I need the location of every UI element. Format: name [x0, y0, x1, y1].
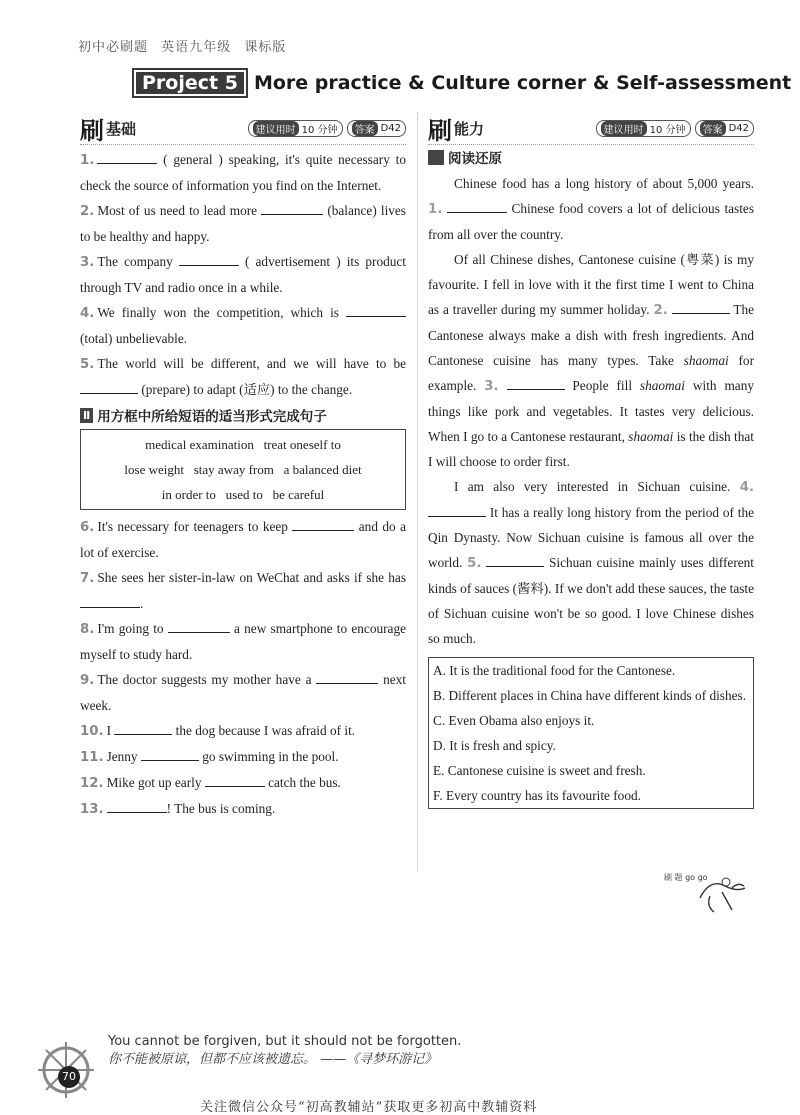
answer-blank[interactable] [205, 774, 265, 787]
doodle-icon [660, 868, 750, 918]
passage-para-3: I am also very interested in Sichuan cuisine. 4. It has a really long history from the period of the Qin Dynasty. Now Sichuan cuisine is famous all over the world. 5. Sichuan cuisine mainly uses different kinds of sauces (酱料). If we don't add these sauces, the taste of Sichuan cuisine won't be so good. I love Chinese dishes so much. [428, 479, 755, 646]
page-number: 70 [58, 1066, 80, 1088]
part2-heading [80, 405, 406, 425]
answer-blank[interactable] [114, 722, 172, 735]
question-13: 13. ! The bus is coming. [80, 801, 276, 817]
question-5: 5. The world will be different, and we will have to be (prepare) to adapt (适应) to the change. [80, 356, 406, 397]
section-header [428, 112, 754, 145]
question-7: 7. She sees her sister-in-law on WeChat and asks if she has . [80, 570, 406, 611]
question-4: 4. We finally won the competition, which is (total) unbelievable. [80, 300, 406, 351]
section-header [80, 112, 406, 145]
part2-roman: Ⅱ [80, 408, 93, 423]
time-tag: 建议用时 10 分钟 [596, 120, 691, 137]
phrase-box [80, 429, 406, 510]
question-11: 11. Jenny go swimming in the pool. [80, 749, 339, 765]
answer-blank[interactable] [292, 518, 354, 531]
answer-blank[interactable] [97, 151, 157, 164]
page-title [132, 68, 791, 98]
time-tag: 建议用时 10 分钟 [248, 120, 343, 137]
svg-text:刷 题 go go: 刷 题 go go [664, 873, 708, 882]
basic-section [80, 112, 406, 822]
reading-title: 阅读还原 [448, 151, 502, 167]
running-header [78, 36, 294, 55]
question-10: 10. I the dog because I was afraid of it. [80, 723, 356, 739]
subject-name: 英语九年级 [161, 40, 232, 55]
quote-english: You cannot be forgiven, but it should not be forgotten. [108, 1034, 462, 1049]
option-a: A. It is the traditional food for the Cantonese. [433, 663, 676, 678]
answer-blank[interactable] [316, 671, 378, 684]
answer-blank[interactable] [179, 253, 239, 266]
phrase-line: lose weight stay away from a balanced diet [124, 462, 362, 477]
section-name: 能力 [454, 119, 485, 138]
answer-blank[interactable] [428, 504, 486, 517]
footer-quote [108, 1033, 461, 1069]
answer-blank[interactable] [447, 200, 507, 213]
question-2: 2. Most of us need to lead more (balance) lives to be healthy and happy. [80, 203, 406, 244]
phrase-line: medical examination treat oneself to [145, 437, 341, 452]
option-f: F. Every country has its favourite food. [433, 788, 641, 803]
option-c: C. Even Obama also enjoys it. [433, 713, 595, 728]
phrase-line: in order to used to be careful [161, 487, 325, 502]
answer-blank[interactable] [346, 304, 406, 317]
answer-blank[interactable] [141, 748, 199, 761]
answer-tag: 答案 D42 [347, 120, 406, 137]
answer-blank[interactable] [507, 377, 565, 390]
ability-section [428, 112, 754, 809]
edition-name: 课标版 [244, 40, 287, 55]
answer-tag: 答案 D42 [695, 120, 754, 137]
question-12: 12. Mike got up early catch the bus. [80, 775, 341, 791]
project-title: More practice & Culture corner & Self-assessment [253, 72, 792, 94]
option-e: E. Cantonese cuisine is sweet and fresh. [433, 763, 646, 778]
option-b: B. Different places in China have different kinds of dishes. [433, 688, 747, 703]
section-name: 基础 [106, 119, 137, 138]
answer-blank[interactable] [486, 554, 544, 567]
question-3: 3. The company ( advertisement ) its product through TV and radio once in a while. [80, 254, 406, 295]
answer-blank[interactable] [80, 595, 140, 608]
option-d: D. It is fresh and spicy. [433, 738, 556, 753]
answer-blank[interactable] [261, 202, 323, 215]
options-box [428, 657, 754, 809]
question-6: 6. It's necessary for teenagers to keep and do a lot of exercise. [80, 519, 406, 560]
answer-blank[interactable] [107, 800, 167, 813]
part2-title: 用方框中所给短语的适当形式完成句子 [97, 409, 327, 425]
answer-blank[interactable] [672, 301, 730, 314]
series-name: 初中必刷题 [78, 40, 149, 55]
quote-chinese: 你不能被原谅，但都不应该被遗忘。 ——《寻梦环游记》 [108, 1052, 438, 1067]
question-8: 8. I'm going to a new smartphone to encourage myself to study hard. [80, 621, 406, 662]
answer-blank[interactable] [80, 381, 138, 394]
question-9: 9. The doctor suggests my mother have a next week. [80, 672, 407, 713]
passage-para-2: Of all Chinese dishes, Cantonese cuisine (粤菜) is my favourite. I fell in love with it the first time I went to China as a traveller during my summer holiday. 2. The Cantonese always make a dish with fresh ingredients. And Cantonese cuisine has many types. Take shaomai for example. 3. People fill shaomai with many things like pork and vegetables. It tastes very delicious. When I go to a Cantonese restaurant, shaomai is the dish that I will choose to order first. [428, 252, 755, 469]
question-1: 1. ( general ) speaking, it's quite necessary to check the source of information you find on the Internet. [80, 152, 406, 193]
answer-blank[interactable] [168, 620, 230, 633]
heading-marker [428, 150, 444, 165]
shua-char: 刷 [80, 116, 104, 145]
wechat-note: 关注微信公众号“初高教辅站”获取更多初高中教辅资料 [200, 1100, 538, 1115]
project-label: Project 5 [132, 68, 248, 98]
column-divider [417, 112, 418, 872]
reading-heading [428, 147, 754, 167]
passage-para-1: Chinese food has a long history of about 5,000 years. 1. Chinese food covers a lot of delicious tastes from all over the country. [428, 176, 754, 242]
shua-char: 刷 [428, 116, 452, 145]
